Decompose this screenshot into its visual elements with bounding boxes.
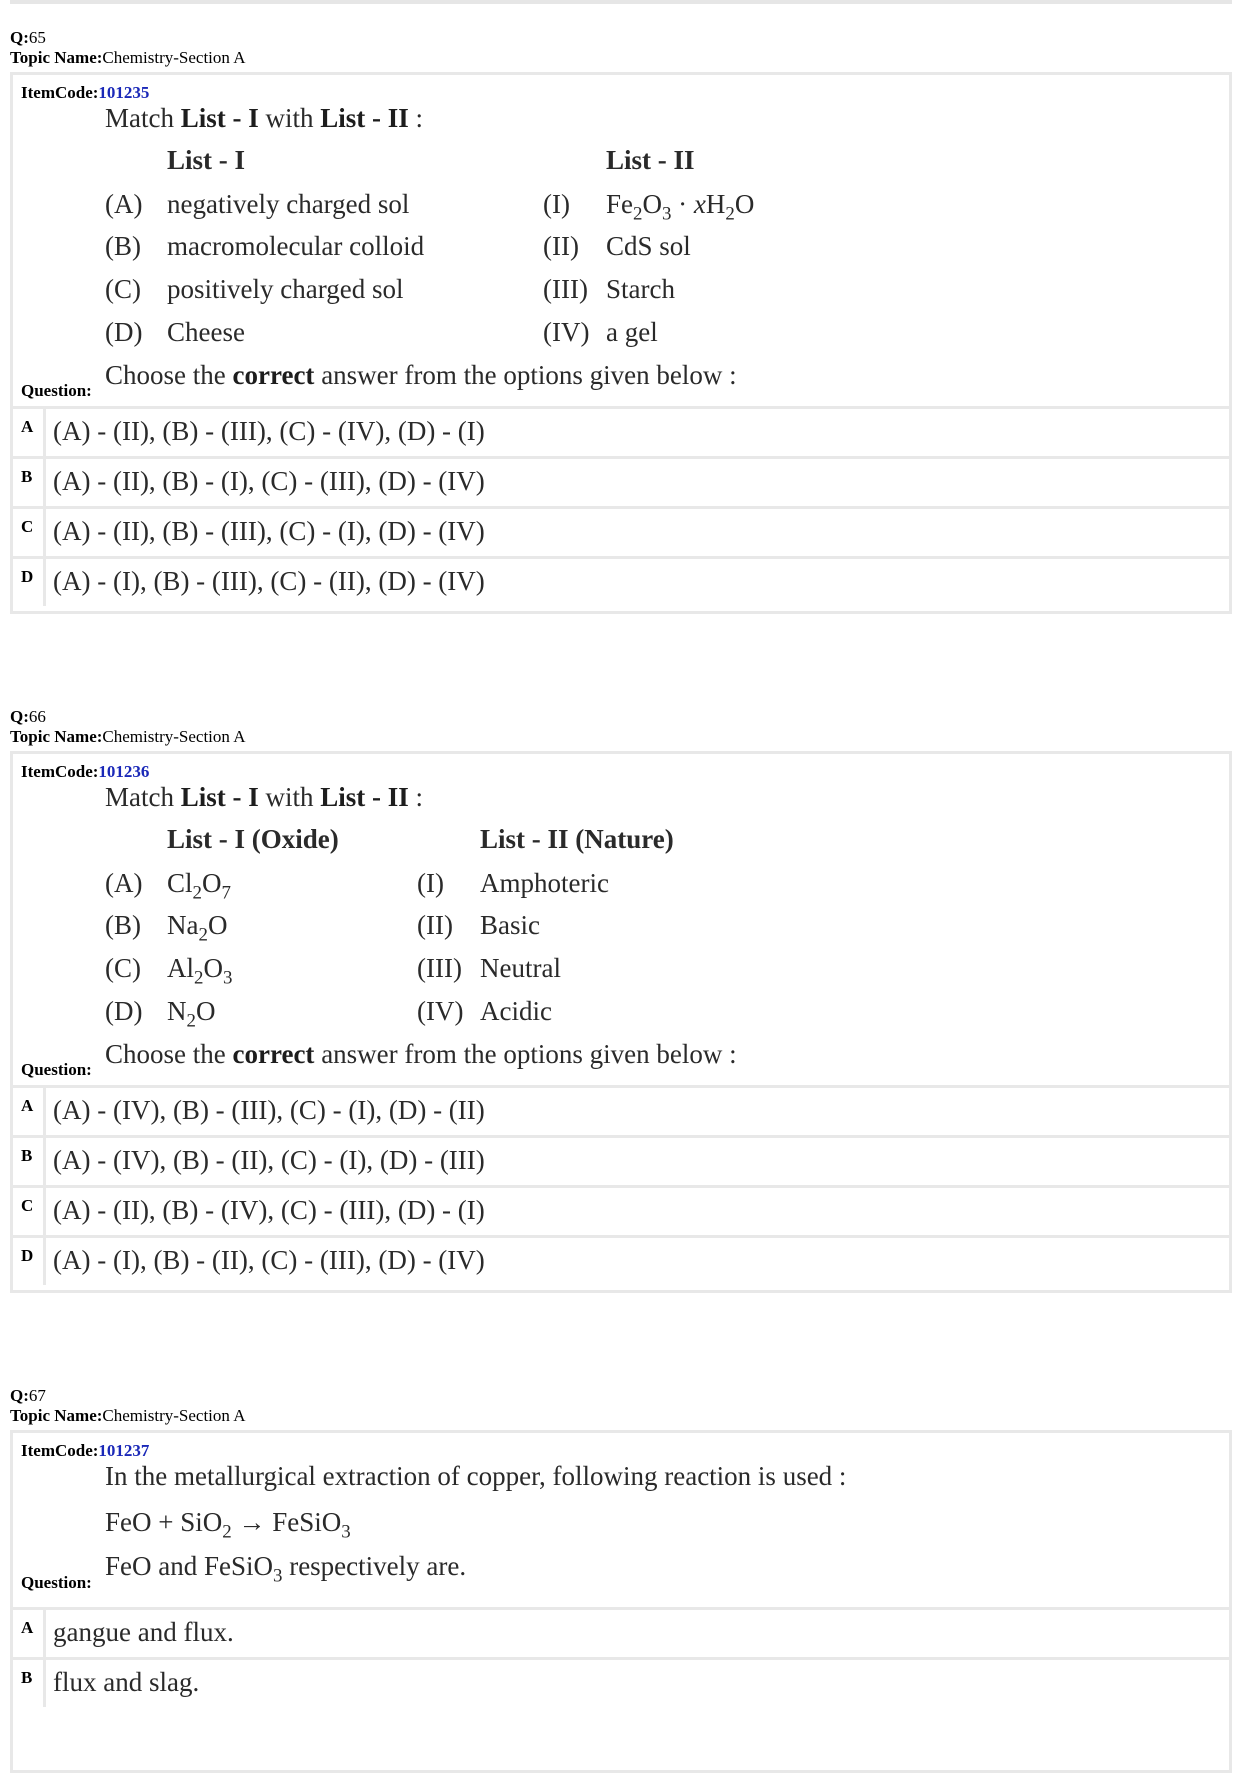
option-letter: C <box>21 1196 34 1215</box>
list1-header: List - I <box>167 145 246 175</box>
row-key: (B) <box>105 231 141 261</box>
option-text: flux and slag. <box>53 1667 200 1697</box>
row-right-value: $Fe_2O_3 \cdot xH_2O$ <box>606 189 755 225</box>
option-d[interactable] <box>13 1235 1229 1285</box>
row-key: (C) <box>105 953 141 983</box>
row-value: negatively charged sol <box>167 189 410 219</box>
row-right-value: Basic <box>480 910 540 940</box>
question-label: Question: <box>21 1060 92 1079</box>
choose-instruction: Choose the correct answer from the options given below : <box>105 1039 737 1069</box>
row-right-value: Amphoteric <box>480 868 609 898</box>
row-key: (B) <box>105 910 141 940</box>
option-b[interactable] <box>13 1657 1229 1707</box>
question-line-1: In the metallurgical extraction of copper, following reaction is used : <box>105 1461 847 1491</box>
topic-name: Topic Name:Chemistry-Section A <box>10 727 246 746</box>
item-code: ItemCode:101237 <box>21 1441 150 1460</box>
row-right-value: Acidic <box>480 996 552 1026</box>
option-text: gangue and flux. <box>53 1617 234 1647</box>
row-value: macromolecular colloid <box>167 231 425 261</box>
row-key: (C) <box>105 274 141 304</box>
instruction: Match List - I with List - II : <box>105 103 424 133</box>
option-text: (A) - (I), (B) - (II), (C) - (III), (D) - (IV) <box>53 1245 485 1275</box>
option-letter: D <box>21 567 34 586</box>
row-right-key: (IV) <box>417 996 464 1026</box>
row-right-key: (III) <box>543 274 588 304</box>
question-67 <box>10 1386 1232 1773</box>
option-letter: C <box>21 517 34 536</box>
row-value: $Cl_2O_7$ <box>167 868 231 904</box>
question-box <box>10 751 1232 1293</box>
option-text: (A) - (I), (B) - (III), (C) - (II), (D) - (IV) <box>53 566 485 596</box>
list2-header: List - II <box>606 145 695 175</box>
row-right-key: (I) <box>543 189 570 219</box>
row-value: Cheese <box>167 317 245 347</box>
row-value: $N_2O$ <box>167 996 216 1032</box>
topic-name: Topic Name:Chemistry-Section A <box>10 48 246 67</box>
topic-name: Topic Name:Chemistry-Section A <box>10 1406 246 1425</box>
row-value: positively charged sol <box>167 274 404 304</box>
row-value: $Al_2O_3$ <box>167 953 233 989</box>
option-a[interactable] <box>13 1085 1229 1135</box>
top-divider <box>10 0 1232 4</box>
row-right-key: (II) <box>417 910 453 940</box>
row-value: $Na_2O$ <box>167 910 228 946</box>
instruction: Match List - I with List - II : <box>105 782 424 812</box>
question-label: Question: <box>21 381 92 400</box>
option-text: (A) - (II), (B) - (IV), (C) - (III), (D) - (I) <box>53 1195 485 1225</box>
option-letter: A <box>21 1096 34 1115</box>
row-key: (A) <box>105 868 143 898</box>
option-text: (A) - (II), (B) - (I), (C) - (III), (D) - (IV) <box>53 466 485 496</box>
question-number: Q:67 <box>10 1386 46 1405</box>
question-line-3: FeO and FeSiO$_3$ respectively are. <box>105 1551 467 1587</box>
option-letter: A <box>21 417 34 436</box>
option-a[interactable] <box>13 406 1229 456</box>
row-right-value: CdS sol <box>606 231 691 261</box>
option-b[interactable] <box>13 1135 1229 1185</box>
option-text: (A) - (IV), (B) - (II), (C) - (I), (D) - (III) <box>53 1145 485 1175</box>
reaction-equation: FeO + SiO$_2$ → FeSiO$_3$ <box>105 1507 351 1543</box>
choose-instruction: Choose the correct answer from the options given below : <box>105 360 737 390</box>
question-box <box>10 1430 1232 1773</box>
row-right-key: (I) <box>417 868 444 898</box>
row-right-value: Starch <box>606 274 675 304</box>
option-letter: B <box>21 467 33 486</box>
option-b[interactable] <box>13 456 1229 506</box>
option-text: (A) - (II), (B) - (III), (C) - (IV), (D) - (I) <box>53 416 485 446</box>
question-box <box>10 72 1232 614</box>
row-key: (D) <box>105 996 143 1026</box>
row-right-value: Neutral <box>480 953 561 983</box>
question-66 <box>10 707 1232 1293</box>
item-code: ItemCode:101236 <box>21 762 150 781</box>
row-right-key: (III) <box>417 953 462 983</box>
row-right-value: a gel <box>606 317 658 347</box>
option-letter: A <box>21 1618 34 1637</box>
option-c[interactable] <box>13 506 1229 556</box>
option-a[interactable] <box>13 1607 1229 1657</box>
option-d[interactable] <box>13 556 1229 606</box>
row-key: (A) <box>105 189 143 219</box>
row-right-key: (IV) <box>543 317 590 347</box>
list2-header: List - II (Nature) <box>480 824 674 854</box>
list1-header: List - I (Oxide) <box>167 824 339 854</box>
option-letter: B <box>21 1146 33 1165</box>
question-65 <box>10 28 1232 614</box>
item-code: ItemCode:101235 <box>21 83 150 102</box>
option-text: (A) - (IV), (B) - (III), (C) - (I), (D) - (II) <box>53 1095 485 1125</box>
row-key: (D) <box>105 317 143 347</box>
question-number: Q:66 <box>10 707 46 726</box>
option-c[interactable] <box>13 1185 1229 1235</box>
question-label: Question: <box>21 1573 92 1592</box>
option-text: (A) - (II), (B) - (III), (C) - (I), (D) - (IV) <box>53 516 485 546</box>
question-number: Q:65 <box>10 28 46 47</box>
option-letter: B <box>21 1668 33 1687</box>
option-letter: D <box>21 1246 34 1265</box>
row-right-key: (II) <box>543 231 579 261</box>
